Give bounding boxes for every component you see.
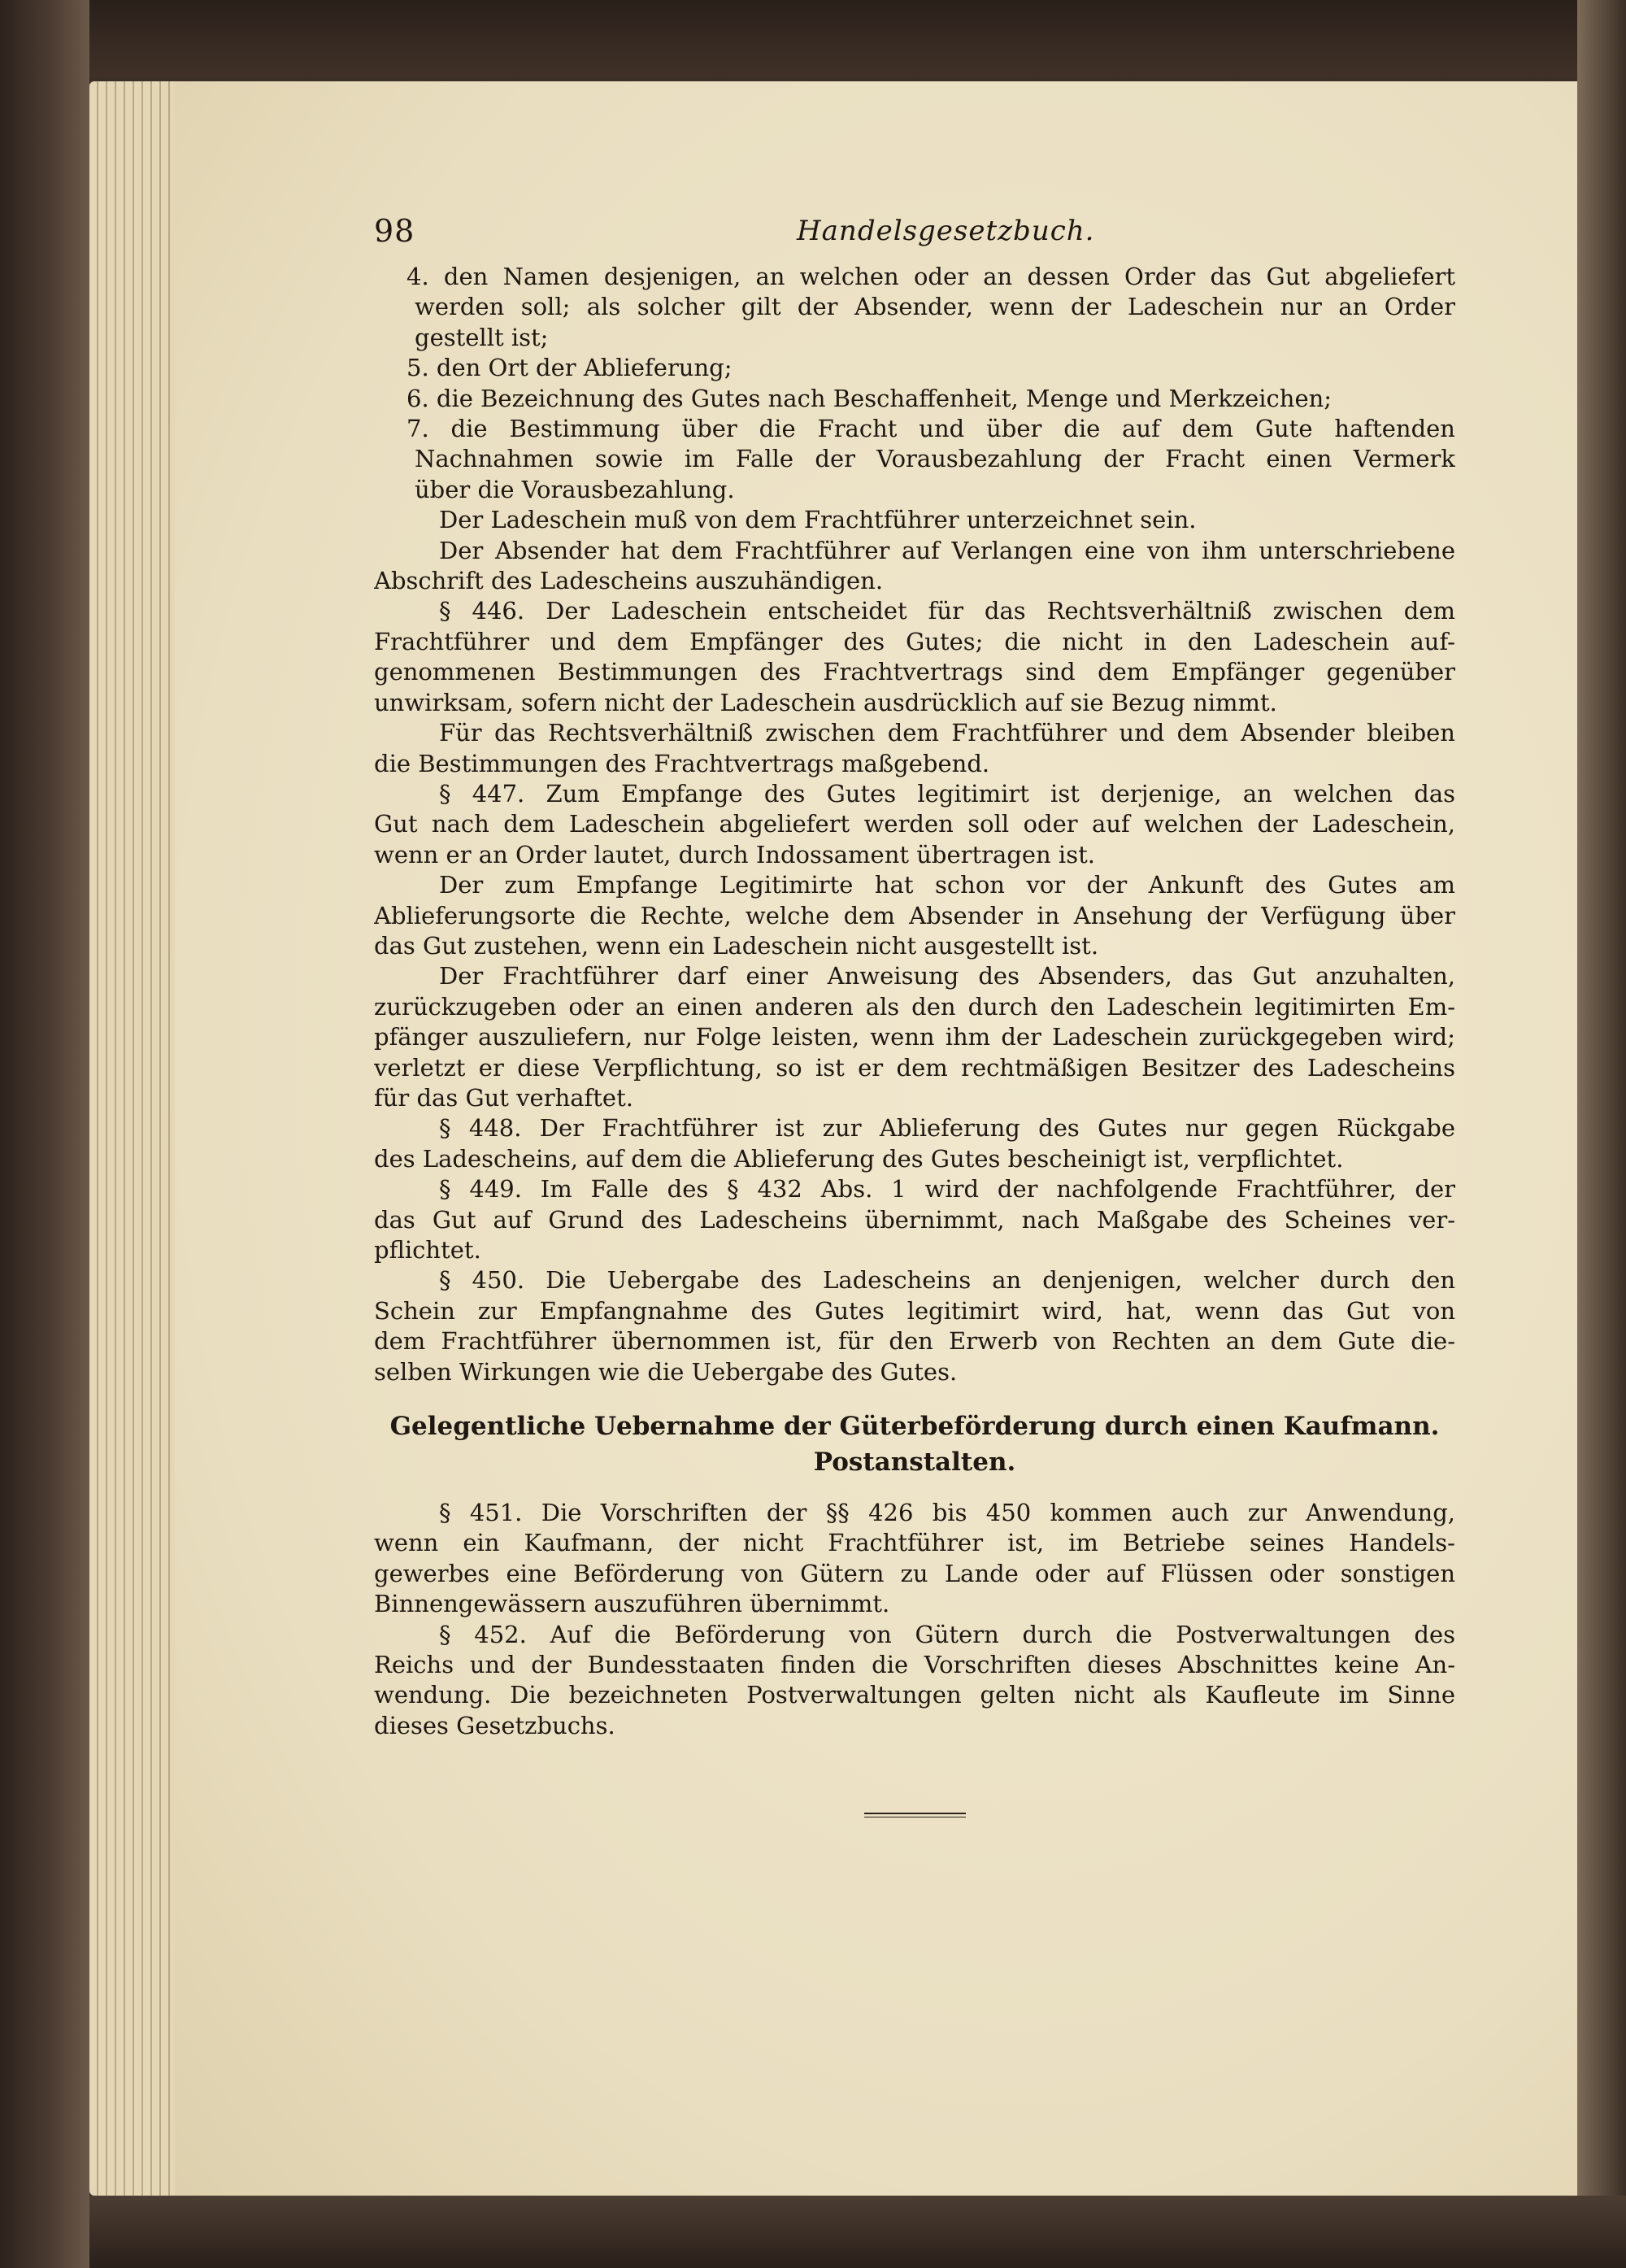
text-line: 6. die Bezeichnung des Gutes nach Beschaffenheit, Menge und Merkzeichen;	[406, 384, 1333, 412]
paragraph-section-451	[374, 1498, 1455, 1620]
text-line: für das Gut verhaftet.	[374, 1083, 633, 1112]
running-title: Handelsgesetzbuch.	[797, 215, 1095, 247]
text-line: Der Ladeschein muß von dem Frachtführer unterzeichnet sein.	[439, 506, 1197, 534]
text-line: wenn er an Order lautet, durch Indossament übertragen ist.	[374, 840, 1095, 868]
section-heading	[374, 1408, 1455, 1480]
end-rule	[864, 1813, 966, 1814]
text-line: § 447. Zum Empfange des Gutes legitimirt ist derjenige, an welchen das	[439, 779, 1455, 808]
list-item	[374, 414, 1455, 505]
paragraph	[374, 961, 1455, 1113]
text-line: zurückzugeben oder an einen anderen als den durch den Ladeschein legitimirten Em-	[374, 992, 1455, 1021]
text-line: Gut nach dem Ladeschein abgeliefert werden soll oder auf welchen der Ladeschein,	[374, 810, 1455, 838]
text-line: wenn ein Kaufmann, der nicht Frachtführer ist, im Betriebe seines Handels-	[374, 1529, 1455, 1557]
text-line: Schein zur Empfangnahme des Gutes legitimirt wird, hat, wenn das Gut von	[374, 1296, 1455, 1325]
paragraph-section-449	[374, 1174, 1455, 1265]
page-number: 98	[374, 213, 415, 249]
paragraph-section-447	[374, 779, 1455, 870]
text-line: über die Vorausbezahlung.	[415, 475, 735, 503]
paragraph	[374, 718, 1455, 779]
text-line: das Gut zustehen, wenn ein Ladeschein nicht ausgestellt ist.	[374, 931, 1099, 960]
section-heading-line: Postanstalten.	[813, 1447, 1016, 1478]
text-line: werden soll; als solcher gilt der Absender, wenn der Ladeschein nur an Order	[415, 293, 1455, 321]
list-item	[374, 353, 1455, 383]
paragraph-section-450	[374, 1265, 1455, 1387]
body-text	[374, 262, 1455, 1814]
text-line: verletzt er diese Verpflichtung, so ist er dem rechtmäßigen Besitzer des Ladescheins	[374, 1053, 1455, 1082]
text-line: genommenen Bestimmungen des Frachtvertrags sind dem Empfänger gegenüber	[374, 658, 1455, 686]
text-line: Binnengewässern auszuführen übernimmt.	[374, 1590, 890, 1618]
text-line: § 446. Der Ladeschein entscheidet für das Rechtsverhältniß zwischen dem	[439, 597, 1455, 625]
text-line: Reichs und der Bundesstaaten finden die Vorschriften dieses Abschnittes keine An-	[374, 1651, 1455, 1679]
book-binding	[0, 0, 89, 2268]
text-line: Frachtführer und dem Empfänger des Gutes; die nicht in den Ladeschein auf-	[374, 627, 1455, 655]
list-item	[374, 384, 1455, 414]
text-line: dem Frachtführer übernommen ist, für den Erwerb von Rechten an dem Gute die-	[374, 1327, 1455, 1356]
text-line: wendung. Die bezeichneten Postverwaltungen gelten nicht als Kaufleute im Sinne	[374, 1681, 1455, 1709]
text-line: § 450. Die Uebergabe des Ladescheins an denjenigen, welcher durch den	[439, 1266, 1455, 1295]
text-line: 5. den Ort der Ablieferung;	[406, 354, 733, 382]
page-header	[374, 213, 1455, 262]
text-line: des Ladescheins, auf dem die Ablieferung des Gutes bescheinigt ist, verpflichtet.	[374, 1144, 1344, 1173]
paragraph-section-446	[374, 596, 1455, 718]
text-line: gewerbes eine Beförderung von Gütern zu Lande oder auf Flüssen oder sonstigen	[374, 1559, 1455, 1587]
text-line: 7. die Bestimmung über die Fracht und über die auf dem Gute haftenden	[406, 415, 1455, 443]
text-line: die Bestimmungen des Frachtvertrags maßgebend.	[374, 749, 990, 777]
paragraph	[374, 536, 1455, 597]
paragraph	[374, 505, 1455, 535]
scan-bottom-background	[89, 2196, 1626, 2268]
text-line: pfänger auszuliefern, nur Folge leisten, wenn ihm der Ladeschein zurückgegeben wird;	[374, 1023, 1455, 1051]
text-line: das Gut auf Grund des Ladescheins übernimmt, nach Maßgabe des Scheines ver-	[374, 1205, 1455, 1234]
text-line: Für das Rechtsverhältniß zwischen dem Frachtführer und dem Absender bleiben	[439, 719, 1455, 747]
text-line: pflichtet.	[374, 1236, 481, 1264]
page-edge-stack	[89, 81, 183, 2196]
text-line: § 451. Die Vorschriften der §§ 426 bis 450 kommen auch zur Anwendung,	[439, 1499, 1455, 1527]
scan-right-background	[1577, 0, 1626, 2268]
page-content	[374, 213, 1455, 1814]
text-line: Der Absender hat dem Frachtführer auf Verlangen eine von ihm unterschriebene	[439, 536, 1455, 564]
text-line: unwirksam, sofern nicht der Ladeschein ausdrücklich auf sie Bezug nimmt.	[374, 688, 1277, 716]
paragraph-section-448	[374, 1113, 1455, 1174]
text-line: Nachnahmen sowie im Falle der Vorausbezahlung der Fracht einen Vermerk	[415, 445, 1455, 473]
text-line: § 449. Im Falle des § 432 Abs. 1 wird der nachfolgende Frachtführer, der	[439, 1175, 1455, 1204]
paragraph	[374, 870, 1455, 961]
text-line: 4. den Namen desjenigen, an welchen oder an dessen Order das Gut abgeliefert	[406, 263, 1455, 290]
text-line: dieses Gesetzbuchs.	[374, 1711, 615, 1739]
paragraph-section-452	[374, 1620, 1455, 1742]
text-line: Der zum Empfange Legitimirte hat schon vor der Ankunft des Gutes am	[439, 871, 1455, 899]
text-line: Ablieferungsorte die Rechte, welche dem Absender in Ansehung der Verfügung über	[374, 901, 1455, 929]
text-line: Abschrift des Ladescheins auszuhändigen.	[374, 567, 884, 595]
text-line: selben Wirkungen wie die Uebergabe des Gutes.	[374, 1357, 958, 1386]
text-line: § 448. Der Frachtführer ist zur Ablieferung des Gutes nur gegen Rückgabe	[439, 1114, 1455, 1143]
scan-top-background	[0, 0, 1626, 77]
text-line: § 452. Auf die Beförderung von Gütern durch die Postverwaltungen des	[439, 1620, 1455, 1648]
section-heading-line: Gelegentliche Uebernahme der Güterbeförderung durch einen Kaufmann.	[389, 1412, 1440, 1442]
list-item	[374, 262, 1455, 353]
text-line: gestellt ist;	[415, 323, 549, 351]
text-line: Der Frachtführer darf einer Anweisung des Absenders, das Gut anzuhalten,	[439, 962, 1455, 990]
